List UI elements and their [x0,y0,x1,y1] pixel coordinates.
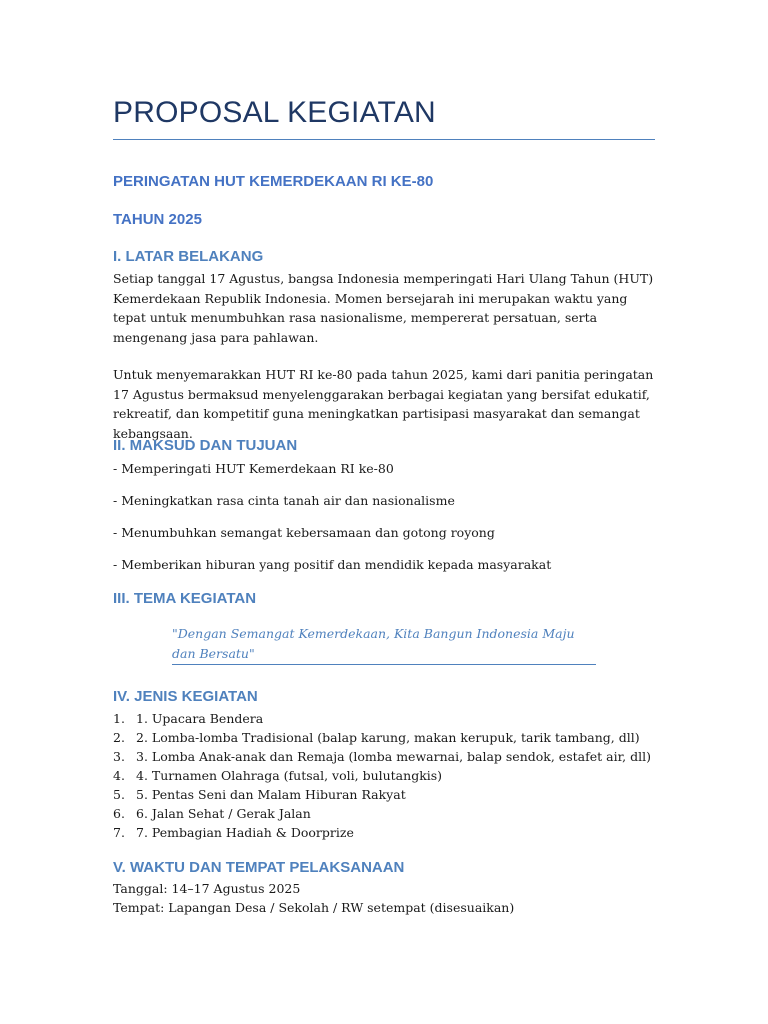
jenis-kegiatan-list [113,709,651,842]
list-item-number: 3. [113,749,125,764]
list-item-text: 1. Upacara Bendera [136,711,264,726]
list-item-number: 1. [113,711,125,726]
list-item [113,804,651,823]
latar-belakang-paragraph-2: Untuk menyemarakkan HUT RI ke-80 pada tahun 2025, kami dari panitia peringatan 17 Agustus bermaksud menyelenggarakan berbagai kegiatan yang bersifat edukatif, rekreatif, dan kompetitif guna meningkatkan partisipasi masyarakat dan semangat kebangsaan. [113,367,654,441]
tema-quote: "Dengan Semangat Kemerdekaan, Kita Bangun Indonesia Maju dan Bersatu" [172,626,575,661]
tujuan-item: - Memberikan hiburan yang positif dan mendidik kepada masyarakat [113,557,552,572]
title-divider [113,139,655,140]
list-item-text: 3. Lomba Anak-anak dan Remaja (lomba mewarnai, balap sendok, estafet air, dll) [136,749,651,764]
list-item-number: 4. [113,768,125,783]
list-item-number: 2. [113,730,125,745]
document-subtitle: PERINGATAN HUT KEMERDEKAAN RI KE-80 [113,173,434,190]
latar-belakang-paragraph-1: Setiap tanggal 17 Agustus, bangsa Indonesia memperingati Hari Ulang Tahun (HUT) Kemerdekaan Republik Indonesia. Momen bersejarah ini merupakan waktu yang tepat untuk menumbuhkan rasa nasionalisme, mempererat persatuan, serta mengenang jasa para pahlawan. [113,271,654,345]
list-item-text: 7. Pembagian Hadiah & Doorprize [136,825,354,840]
list-item-text: 6. Jalan Sehat / Gerak Jalan [136,806,311,821]
tujuan-item: - Menumbuhkan semangat kebersamaan dan gotong royong [113,525,495,540]
section-heading-waktu-tempat: V. WAKTU DAN TEMPAT PELAKSANAAN [113,859,405,876]
list-item-number: 6. [113,806,125,821]
section-heading-maksud-tujuan: II. MAKSUD DAN TUJUAN [113,437,298,454]
list-item-text: 2. Lomba-lomba Tradisional (balap karung, makan kerupuk, tarik tambang, dll) [136,730,640,745]
tujuan-item: - Memperingati HUT Kemerdekaan RI ke-80 [113,461,394,476]
section-heading-jenis: IV. JENIS KEGIATAN [113,688,258,705]
tempat-text: Tempat: Lapangan Desa / Sekolah / RW setempat (disesuaikan) [113,900,515,915]
quote-divider [172,664,596,665]
list-item [113,728,651,747]
section-heading-tema: III. TEMA KEGIATAN [113,590,257,607]
list-item [113,766,651,785]
list-item-text: 4. Turnamen Olahraga (futsal, voli, bulutangkis) [136,768,443,783]
tujuan-item: - Meningkatkan rasa cinta tanah air dan nasionalisme [113,493,455,508]
section-heading-latar-belakang: I. LATAR BELAKANG [113,248,264,265]
tanggal-text: Tanggal: 14–17 Agustus 2025 [113,881,301,896]
list-item [113,785,651,804]
document-year: TAHUN 2025 [113,211,202,228]
list-item [113,709,651,728]
list-item-text: 5. Pentas Seni dan Malam Hiburan Rakyat [136,787,406,802]
list-item [113,747,651,766]
list-item [113,823,651,842]
list-item-number: 7. [113,825,125,840]
document-title: PROPOSAL KEGIATAN [113,96,436,129]
list-item-number: 5. [113,787,125,802]
